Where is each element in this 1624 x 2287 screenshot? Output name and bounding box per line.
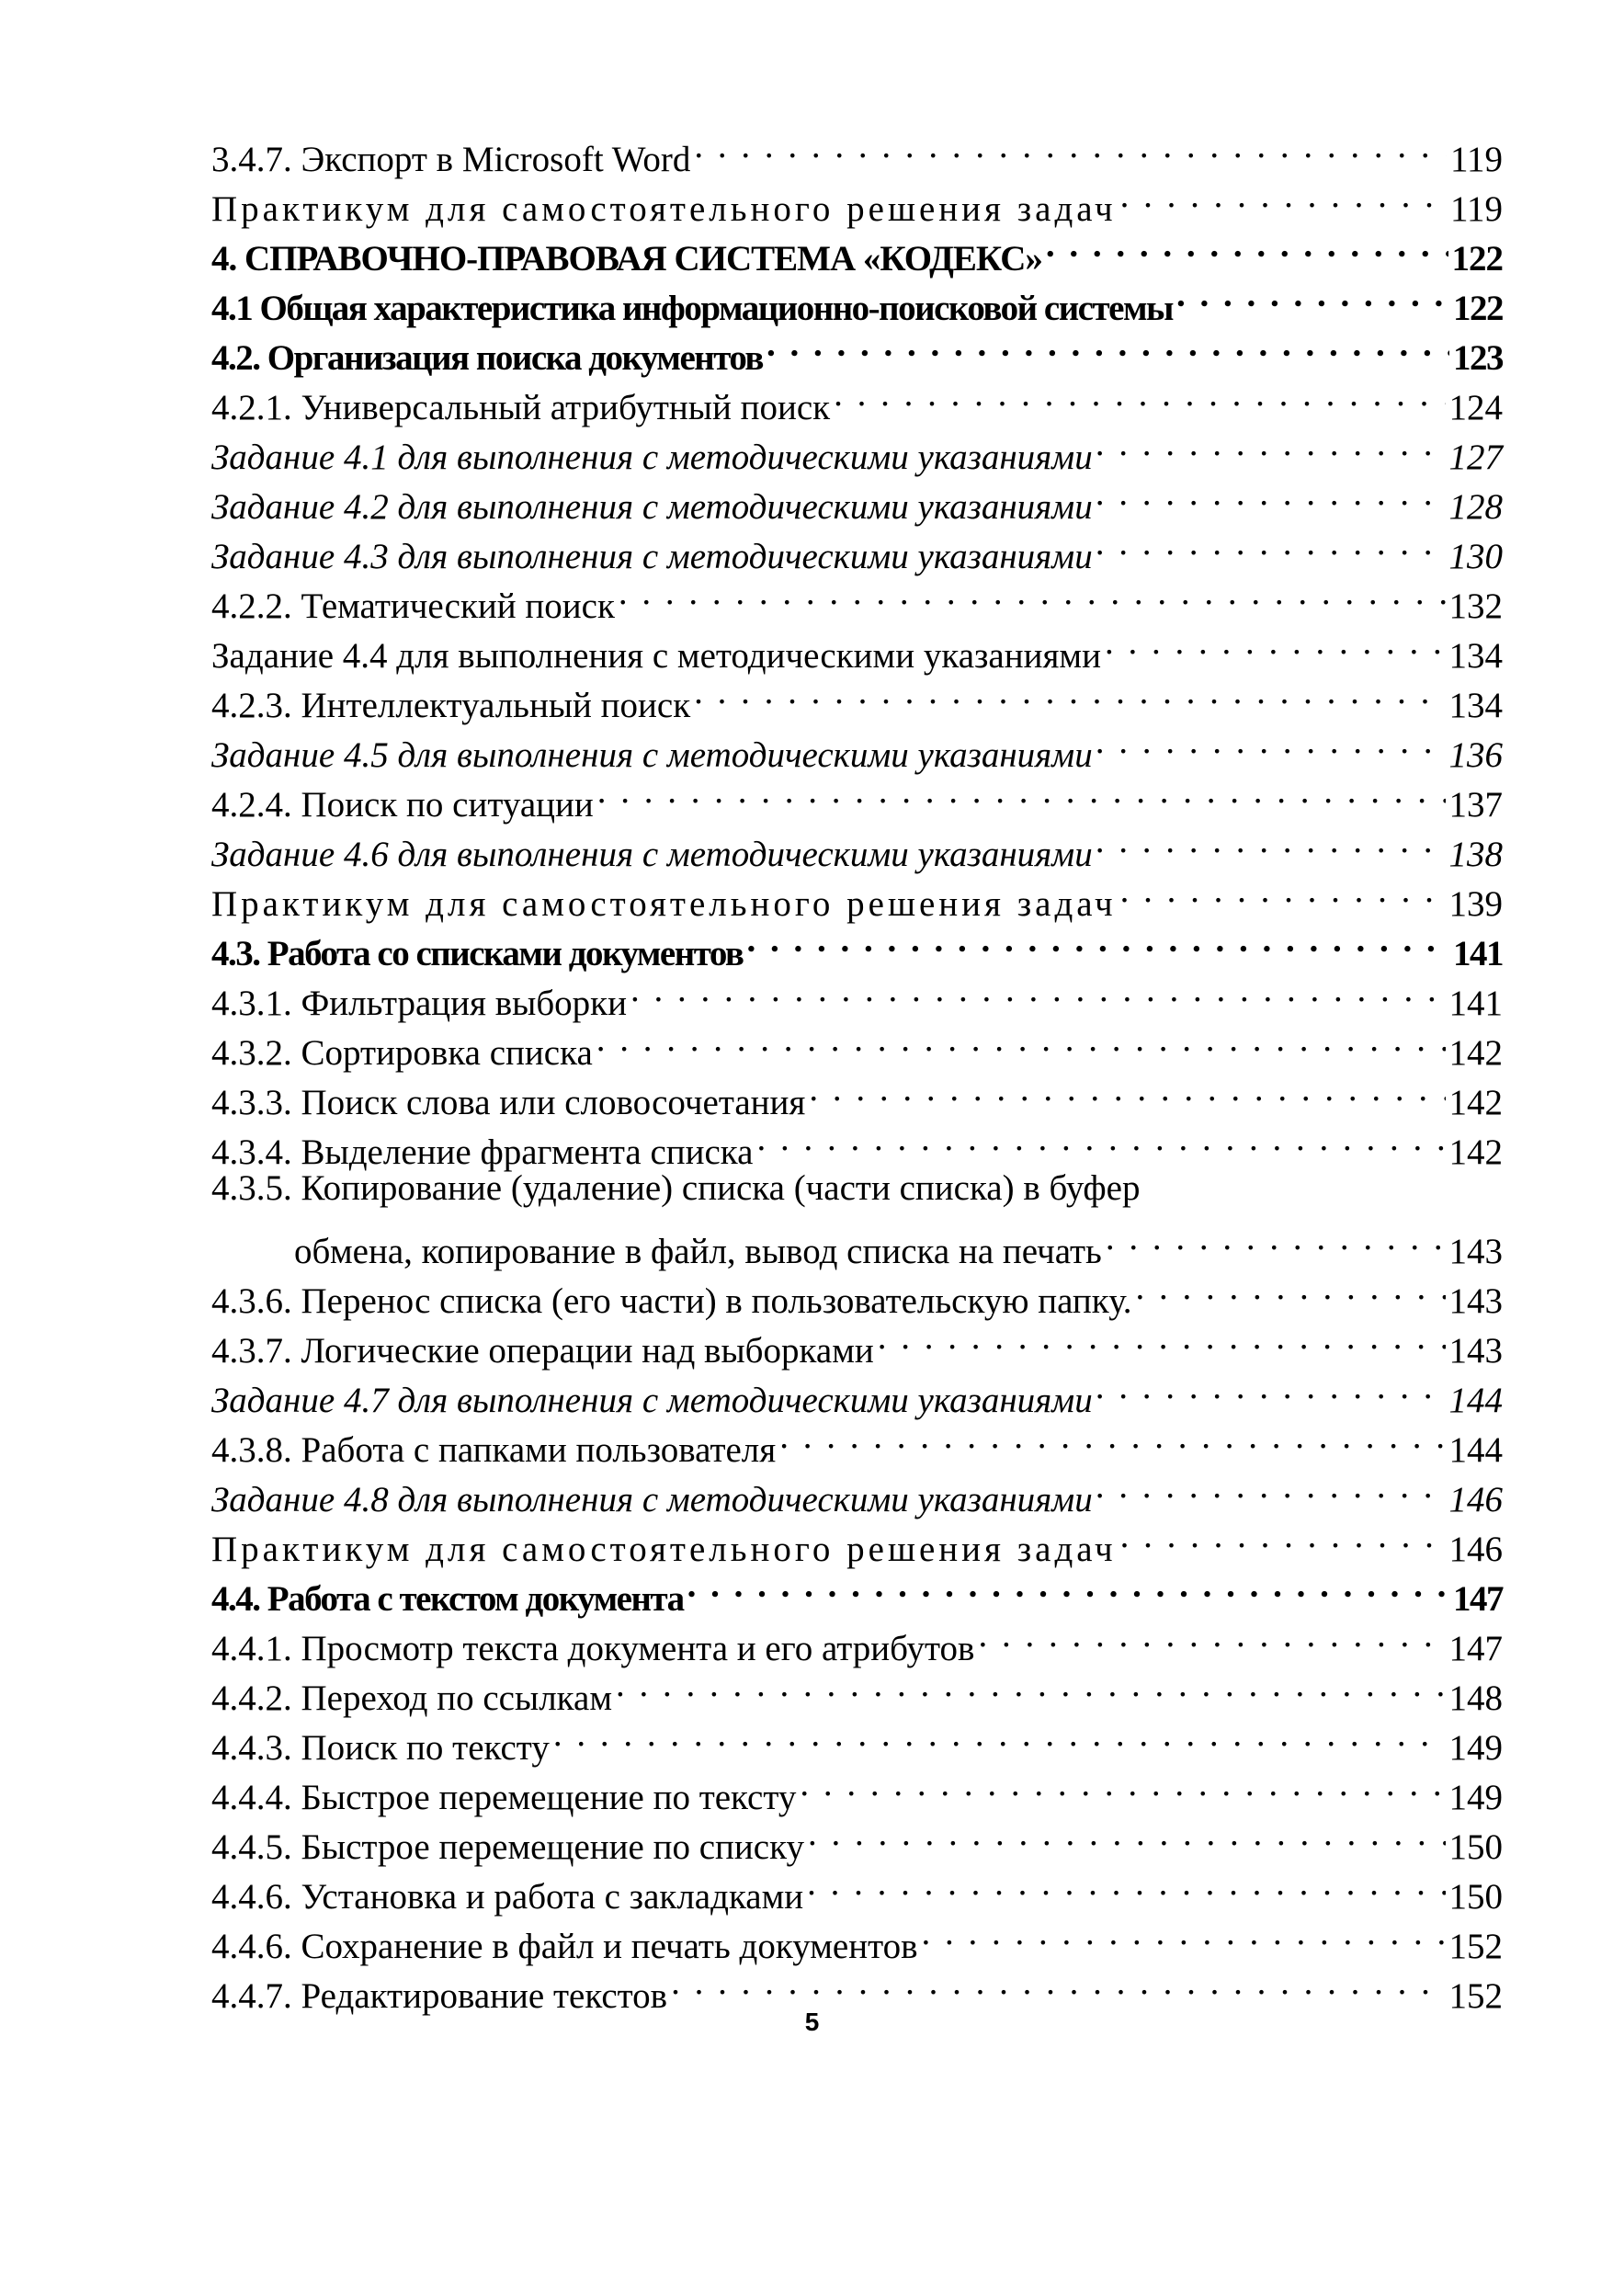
toc-entry-page: 149 [1448,1728,1503,1768]
dot-leader [694,667,1445,717]
dot-leader [1120,866,1446,916]
toc-entry-page: 134 [1448,636,1503,676]
toc-entry-title: 4.2.3. Интеллектуальный поиск [211,686,691,725]
toc-entry [211,1908,1503,1966]
dot-leader [809,1064,1445,1114]
toc-entry [211,370,1503,427]
toc-entry-page: 152 [1448,1976,1503,2016]
toc-entry-page: 146 [1448,1530,1503,1569]
toc-entry-title: 4.3.4. Выделение фрагмента списка [211,1132,754,1172]
toc-entry-page: 142 [1448,1132,1503,1172]
toc-entry [211,816,1503,874]
toc-entry-page: 139 [1448,884,1503,924]
toc-entry-page: 147 [1453,1579,1503,1619]
toc-entry-page: 149 [1448,1778,1503,1817]
toc-entry-page: 143 [1448,1232,1503,1271]
toc-entry-page: 144 [1448,1381,1503,1420]
toc-entry-page: 132 [1448,586,1503,626]
dot-leader [800,1759,1445,1809]
toc-entry-page: 141 [1453,934,1503,973]
dot-leader [1136,1263,1446,1313]
toc-entry-title: Задание 4.2 для выполнения с методическими указаниями [211,487,1093,527]
table-of-contents [211,121,1503,2016]
toc-entry-page: 119 [1449,140,1503,179]
toc-entry [211,916,1503,973]
toc-entry-title: 4.4.6. Установка и работа с закладками [211,1877,804,1917]
toc-entry-title: 4.4.7. Редактирование текстов [211,1976,668,2016]
toc-entry [211,667,1503,725]
dot-leader [1096,518,1446,568]
toc-entry [211,1859,1503,1917]
toc-entry-title: 4.2.1. Универсальный атрибутный поиск [211,388,831,427]
toc-entry [211,419,1503,477]
toc-entry [211,965,1503,1023]
toc-entry-title: Задание 4.5 для выполнения с методическими указаниями [211,735,1093,775]
toc-entry [211,866,1503,924]
dot-leader [616,1660,1445,1710]
toc-entry-title: Задание 4.1 для выполнения с методическими указаниями [211,438,1093,477]
toc-entry-page: 127 [1448,438,1503,477]
dot-leader [1106,1213,1446,1263]
dot-leader [694,121,1447,171]
toc-entry [211,618,1503,676]
dot-leader [1096,717,1446,767]
toc-entry-title: Практикум для самостоятельного решения задач [211,189,1117,229]
dot-leader [779,1412,1445,1462]
toc-entry [211,767,1503,825]
toc-entry-page: 142 [1448,1033,1503,1073]
toc-entry-title: 4.3.1. Фильтрация выборки [211,984,627,1023]
toc-entry-title: 4.3.6. Перенос списка (его части) в пользовательскую папку. [211,1281,1132,1321]
dot-leader [671,1958,1445,2008]
toc-entry [211,717,1503,775]
toc-entry [211,1660,1503,1718]
toc-entry-title: 3.4.7. Экспорт в Microsoft Word [211,140,691,179]
page-number: 5 [804,2008,820,2036]
toc-entry [211,171,1503,229]
toc-entry [211,1362,1503,1420]
toc-entry-page: 150 [1448,1877,1503,1917]
toc-entry-page: 143 [1448,1331,1503,1371]
toc-entry-page: 146 [1448,1480,1503,1519]
dot-leader [1096,419,1446,469]
toc-entry-title: 4.4. Работа с текстом документа [211,1579,684,1619]
toc-entry [211,518,1503,576]
dot-leader [807,1859,1445,1908]
dot-leader [1105,618,1446,667]
toc-entry-page: 123 [1453,338,1503,378]
dot-leader [1120,1511,1446,1561]
toc-entry-title: 4.3. Работа со списками документов [211,934,744,973]
toc-entry-page: 122 [1453,289,1503,328]
dot-leader [553,1710,1446,1759]
toc-entry [211,469,1503,527]
toc-entry [211,1015,1503,1073]
toc-entry-title: 4.4.4. Быстрое перемещение по тексту [211,1778,797,1817]
dot-leader [808,1809,1446,1859]
toc-entry-continuation [211,1213,1503,1271]
toc-entry-title: 4.1 Общая характеристика информационно-поисковой системы [211,289,1173,328]
toc-entry-title: 4.3.5. Копирование (удаление) списка (части списка) в буфер [211,1168,1141,1208]
toc-entry-title: Задание 4.3 для выполнения с методическими указаниями [211,537,1093,576]
toc-entry [211,1958,1503,2016]
dot-leader [630,965,1446,1015]
toc-entry-page: 147 [1448,1629,1503,1668]
dot-leader [687,1561,1449,1610]
toc-entry-title: 4.4.3. Поиск по тексту [211,1728,550,1768]
toc-entry-title: 4.2.4. Поиск по ситуации [211,785,594,825]
toc-entry-title-continued: обмена, копирование в файл, вывод списка на печать [294,1232,1102,1271]
toc-entry-title: Задание 4.4 для выполнения с методическими указаниями [211,636,1101,676]
toc-entry [211,1164,1503,1271]
toc-entry-page: 150 [1448,1827,1503,1867]
toc-entry-title: Практикум для самостоятельного решения задач [211,884,1117,924]
toc-entry-title: Задание 4.8 для выполнения с методическими указаниями [211,1480,1093,1519]
dot-leader [1096,1462,1446,1511]
dot-leader [619,568,1446,618]
toc-entry [211,1064,1503,1122]
toc-entry [211,1710,1503,1768]
toc-entry-title: 4.4.6. Сохранение в файл и печать документов [211,1927,918,1966]
dot-leader [1096,816,1446,866]
toc-entry-page: 136 [1448,735,1503,775]
toc-entry [211,1561,1503,1619]
dot-leader [746,916,1449,965]
toc-entry-page: 141 [1448,984,1503,1023]
dot-leader [922,1908,1446,1958]
toc-entry [211,1114,1503,1172]
dot-leader [1096,1362,1446,1412]
dot-leader [597,767,1446,816]
toc-entry-title: 4.2. Организация поиска документов [211,338,763,378]
toc-entry-page: 134 [1448,686,1503,725]
toc-entry-page: 152 [1448,1927,1503,1966]
toc-entry-title: Задание 4.7 для выполнения с методическими указаниями [211,1381,1093,1420]
toc-entry-page: 143 [1448,1281,1503,1321]
toc-entry [211,121,1503,179]
toc-entry-title: 4.4.1. Просмотр текста документа и его атрибутов [211,1629,975,1668]
toc-entry-title: 4.2.2. Тематический поиск [211,586,615,626]
toc-entry [211,1412,1503,1470]
dot-leader [878,1313,1446,1362]
toc-entry-title: 4.4.2. Переход по ссылкам [211,1678,613,1718]
dot-leader [1120,171,1447,221]
toc-entry-page: 144 [1448,1430,1503,1470]
toc-entry [211,1610,1503,1668]
toc-entry [211,1809,1503,1867]
toc-entry-title: 4.4.5. Быстрое перемещение по списку [211,1827,804,1867]
toc-entry-title: Практикум для самостоятельного решения задач [211,1530,1117,1569]
toc-entry-page: 124 [1448,388,1503,427]
toc-entry-title: 4. СПРАВОЧНО-ПРАВОВАЯ СИСТЕМА «КОДЕКС» [211,239,1042,279]
toc-entry [211,270,1503,328]
toc-entry-page: 119 [1449,189,1503,229]
dot-leader [767,320,1449,370]
dot-leader [1176,270,1449,320]
toc-entry-page: 148 [1448,1678,1503,1718]
toc-entry [211,568,1503,626]
toc-entry-page: 122 [1451,239,1503,279]
toc-entry [211,1511,1503,1569]
toc-entry-page: 138 [1448,835,1503,874]
toc-entry [211,1759,1503,1817]
toc-entry [211,1263,1503,1321]
toc-entry-title: 4.3.3. Поиск слова или словосочетания [211,1083,806,1122]
dot-leader [834,370,1445,419]
toc-entry [211,1313,1503,1371]
dot-leader [1096,469,1446,518]
dot-leader [978,1610,1445,1660]
toc-entry-page: 142 [1448,1083,1503,1122]
toc-entry-title: 4.3.8. Работа с папками пользователя [211,1430,777,1470]
dot-leader [596,1015,1446,1064]
toc-entry [211,221,1503,279]
dot-leader [756,1114,1445,1164]
toc-entry-page: 137 [1448,785,1503,825]
toc-entry-title: Задание 4.6 для выполнения с методическими указаниями [211,835,1093,874]
toc-entry [211,320,1503,378]
toc-entry-title: 4.3.2. Сортировка списка [211,1033,593,1073]
toc-entry-title: 4.3.7. Логические операции над выборками [211,1331,874,1371]
toc-entry-page: 130 [1448,537,1503,576]
dot-leader [1046,221,1448,270]
toc-entry [211,1462,1503,1519]
toc-entry-page: 128 [1448,487,1503,527]
